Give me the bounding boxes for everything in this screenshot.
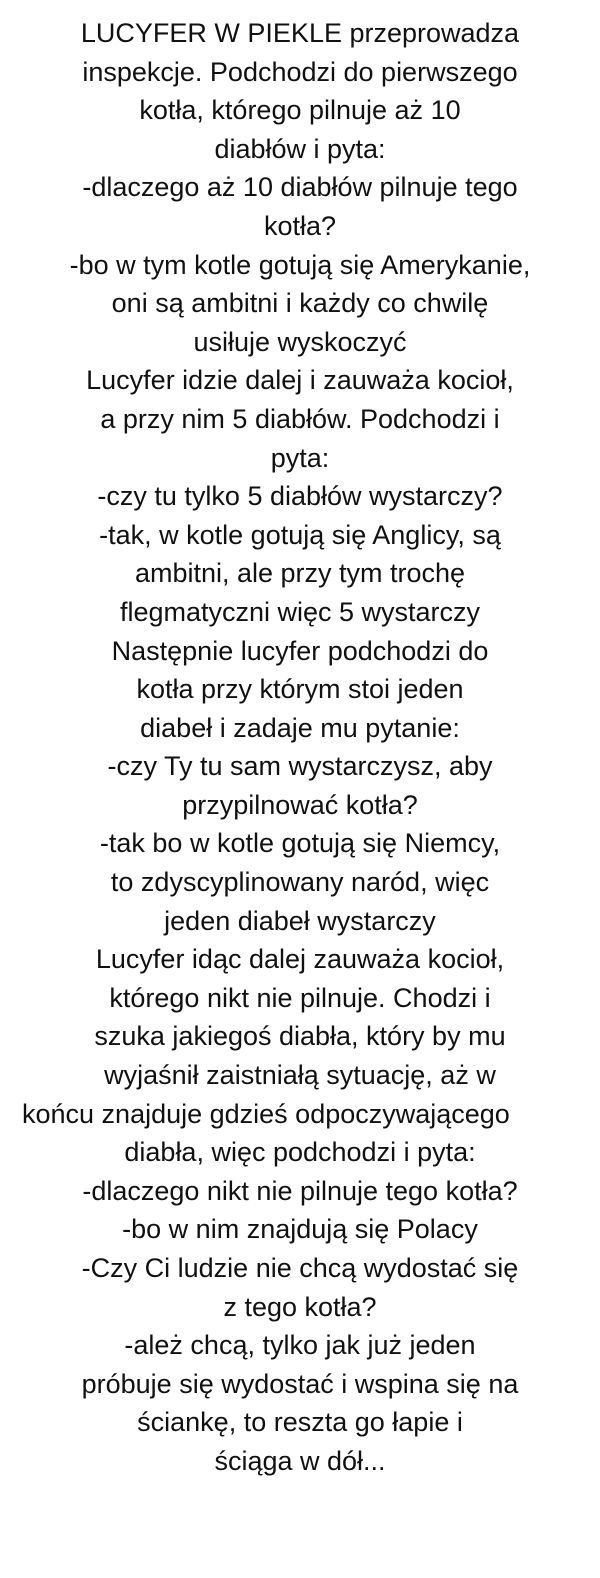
joke-line: którego nikt nie pilnuje. Chodzi i <box>109 982 491 1013</box>
joke-line: pyta: <box>270 442 330 473</box>
joke-line: kotła przy którym stoi jeden <box>136 674 464 705</box>
joke-line: ściąga w dół... <box>214 1445 386 1476</box>
joke-line: diabłów i pyta: <box>214 133 386 164</box>
joke-line: ściankę, to reszta go łapie i <box>137 1407 463 1438</box>
joke-line: z tego kotła? <box>223 1291 377 1322</box>
joke-line: Następnie lucyfer podchodzi do <box>111 635 489 666</box>
joke-line: diabeł i zadaje mu pytanie: <box>140 712 460 743</box>
joke-line: -tak bo w kotle gotują się Niemcy, <box>99 828 501 859</box>
joke-line: -bo w tym kotle gotują się Amerykanie, <box>69 249 531 280</box>
joke-line: przypilnować kotła? <box>182 789 418 820</box>
joke-line: to zdyscyplinowany naród, więc <box>110 867 490 898</box>
joke-line: końcu znajduje gdzieś odpoczywającego <box>22 1098 510 1129</box>
joke-line: wyjaśnił zaistniałą sytuację, aż w <box>104 1060 496 1091</box>
joke-line: -ależ chcą, tylko jak już jeden <box>124 1330 476 1361</box>
joke-line: kotła? <box>263 210 337 241</box>
joke-line: -Czy Ci ludzie nie chcą wydostać się <box>81 1253 519 1283</box>
joke-line: próbuje się wydostać i wspina się na <box>81 1368 519 1399</box>
joke-line: oni są ambitni i każdy co chwilę <box>111 288 489 319</box>
joke-line: -tak, w kotle gotują się Anglicy, są <box>99 519 501 550</box>
joke-line: inspekcje. Podchodzi do pierwszego <box>82 56 518 87</box>
joke-line: -dlaczego nikt nie pilnuje tego kotła? <box>82 1175 518 1206</box>
joke-line: -dlaczego aż 10 diabłów pilnuje tego <box>82 172 518 203</box>
joke-line: LUCYFER W PIEKLE przeprowadza <box>80 18 520 48</box>
joke-line: -czy Ty tu sam wystarczysz, aby <box>107 751 493 782</box>
joke-line: usiłuje wyskoczyć <box>193 326 407 357</box>
joke-line: jeden diabeł wystarczy <box>164 905 436 936</box>
joke-line: ambitni, ale przy tym trochę <box>134 558 466 589</box>
joke-line: szuka jakiegoś diabła, który by mu <box>94 1021 506 1052</box>
joke-line: diabła, więc podchodzi i pyta: <box>124 1137 476 1168</box>
joke-line: flegmatyczni więc 5 wystarczy <box>119 596 481 627</box>
joke-line: a przy nim 5 diabłów. Podchodzi i <box>100 403 500 434</box>
joke-line: Lucyfer idąc dalej zauważa kocioł, <box>95 944 505 975</box>
joke-line: -bo w nim znajdują się Polacy <box>122 1214 478 1245</box>
joke-line: Lucyfer idzie dalej i zauważa kocioł, <box>86 365 514 396</box>
joke-line: -czy tu tylko 5 diabłów wystarczy? <box>97 481 503 512</box>
joke-text-block <box>0 14 600 1481</box>
joke-line: kotła, którego pilnuje aż 10 <box>139 95 461 126</box>
